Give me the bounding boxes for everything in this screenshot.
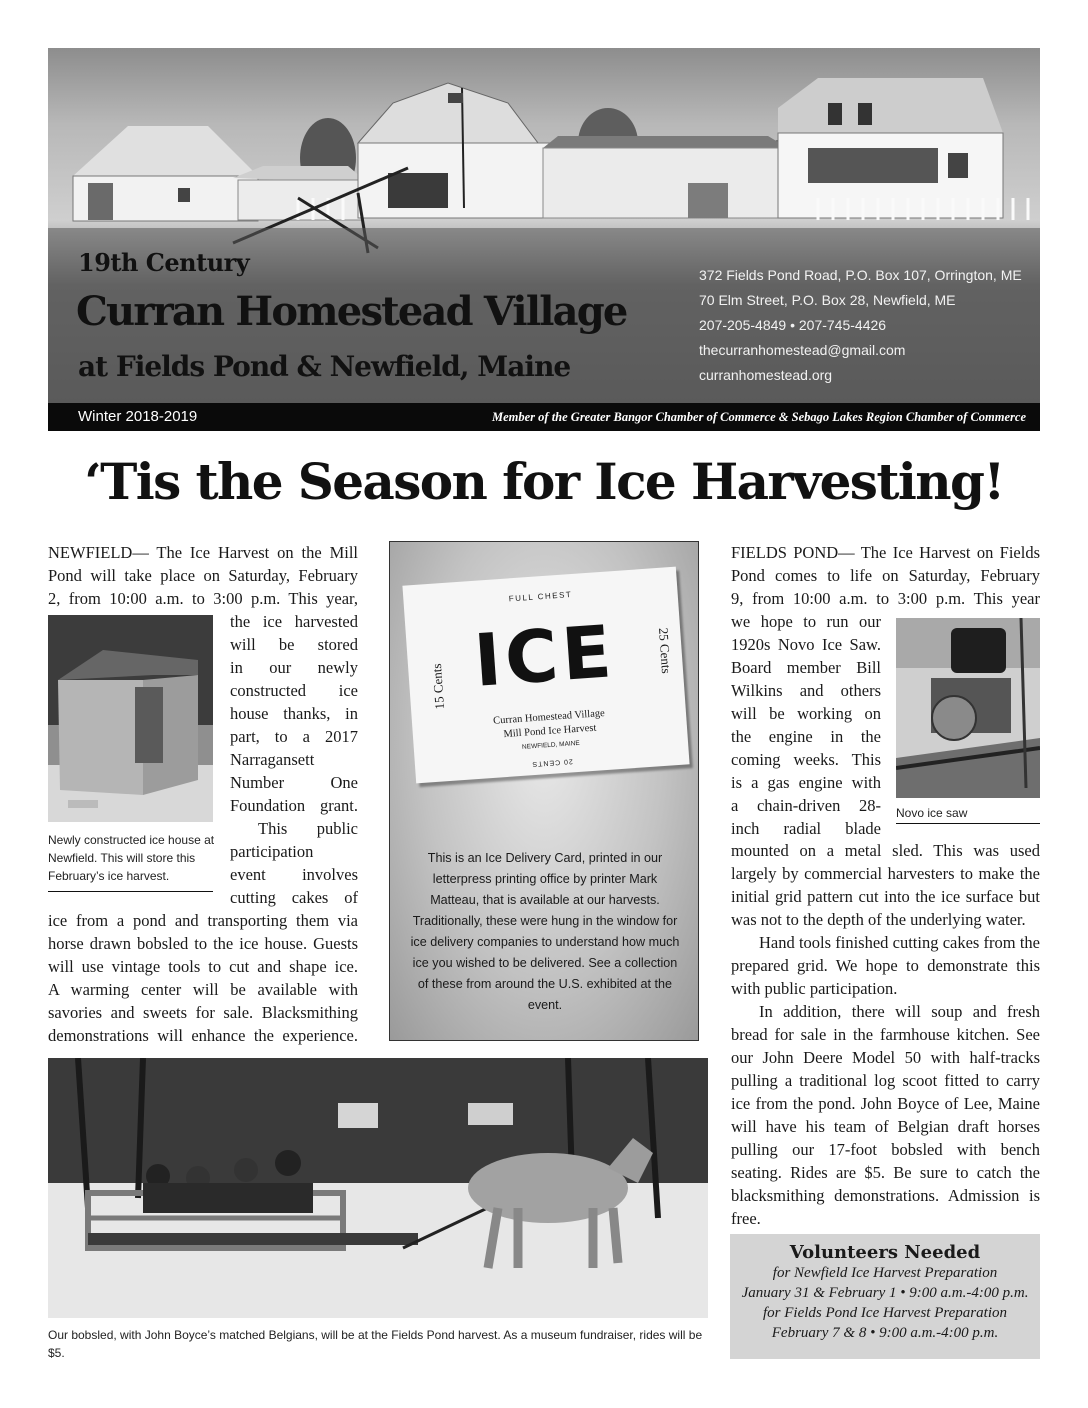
text-line: Narragansett [230,750,315,769]
text-line: Pond will take place on Saturday, February [48,566,358,585]
text-line: 2, from 10:00 a.m. to 3:00 p.m. This year, [48,589,358,608]
novo-saw-photo [896,618,1040,798]
text-line: horse drawn bobsled to the ice house. Guests [48,934,358,953]
masthead-photo [48,48,1040,431]
volunteer-line: February 7 & 8 • 9:00 a.m.-4:00 p.m. [771,1325,999,1341]
masthead-bar [48,403,1040,431]
text-line: Board member Bill [731,658,881,677]
right-narrow-text [731,610,881,840]
text-line: This public [258,819,358,838]
volunteer-line: for Newfield Ice Harvest Preparation [772,1265,998,1281]
caption-divider [896,823,1040,824]
left-intro [48,541,358,610]
text-line: constructed ice [230,681,358,700]
left-narrow-text [230,610,358,909]
masthead-title: Curran Homestead Village [76,288,627,335]
text-line: NEWFIELD— The Ice Harvest on the Mill [48,543,358,562]
bobsled-image [48,1058,708,1318]
text-line: FIELDS POND— The Ice Harvest on Fields [731,543,1040,562]
novo-saw-caption: Novo ice saw [896,806,968,820]
text-line: in our newly [230,658,358,677]
text-line: A warming center will be available with [48,980,358,999]
text-line: house thanks, in [230,704,358,723]
right-intro [731,541,1040,610]
paragraph: In addition, there will soup and fresh bread for sale in the farmhouse kitchen. See our John Deere Model 50 with half-tracks pulling a traditional log scoot fitted to carry ice from the pond. John Boyce of Lee, Maine will have his team of Belgian draft horses pulling our 17-foot bobsled with bench seating. Rides are $5. Be sure to catch the blacksmithing demonstrations. Admission is free. [731,1002,1040,1228]
text-line: will be working on [731,704,881,723]
text-line: a chain-driven 28- [731,796,881,815]
masthead-contact [699,263,1022,388]
ice-house-caption: Newly constructed ice house at Newfield. This will store this February’s ice harvest. [48,833,215,883]
card-15-cents: 15 Cents [428,663,448,710]
volunteer-line: January 31 & February 1 • 9:00 a.m.-4:00 p.m. [741,1285,1029,1301]
text-line: Number One [230,773,358,792]
text-line: event involves [230,865,358,884]
volunteers-heading: Volunteers Needed [789,1242,981,1263]
card-full-chest: FULL CHEST [508,589,573,604]
right-main-text [731,839,1040,1230]
bobsled-caption: Our bobsled, with John Boyce’s matched Belgians, will be at the Fields Pond harvest. As a museum fundraiser, rides will be $5. [48,1328,703,1360]
address-orrington: 372 Fields Pond Road, P.O. Box 107, Orrington, ME [699,267,1022,283]
masthead-century: 19th Century [78,248,250,277]
ice-house-photo [48,615,213,822]
chamber-membership: Member of the Greater Bangor Chamber of Commerce & Sebago Lakes Region Chamber of Commerce [491,410,1026,424]
text-line: the ice harvested [230,612,358,631]
ice-card-box [389,541,699,1041]
ice-delivery-card [402,567,689,784]
address-newfield: 70 Elm Street, P.O. Box 28, Newfield, ME [699,292,956,308]
volunteer-line: for Fields Pond Ice Harvest Preparation [763,1305,1007,1321]
text-line: ice from a pond and transporting them via [48,911,358,930]
card-20-cents: 20 CENTS [531,757,574,768]
email-link[interactable]: thecurranhomestead@gmail.com [699,342,906,358]
text-line: coming weeks. This [731,750,881,769]
ice-card-caption: This is an Ice Delivery Card, printed in our letterpress printing office by printer Mark Matteau, that is available at our harvests. Traditionally, these were hung in the window for ice delivery companies to understand how much ice you wished to be delivered. See a collection of these from around the U.S. exhibited at the event. [410,851,680,1012]
text-line: inch radial blade [731,819,881,838]
text-line: 1920s Novo Ice Saw. [731,635,881,654]
text-line: cutting cakes of [230,888,358,907]
volunteers-box [730,1234,1040,1359]
text-line: Foundation grant. [230,796,358,815]
masthead-location: at Fields Pond & Newfield, Maine [78,350,571,383]
text-line: will be stored [230,635,358,654]
issue-season: Winter 2018-2019 [78,408,198,425]
text-line: demonstrations will enhance the experience. [48,1026,358,1045]
card-25-cents: 25 Cents [656,627,675,675]
card-location: NEWFIELD, MAINE [521,739,580,751]
text-line: is a gas engine with [731,773,881,792]
text-line: we hope to run our [731,612,881,631]
text-line: the engine in the [731,727,881,746]
novo-saw-image [896,618,1040,798]
left-bottom-text [48,909,358,1047]
text-line: Wilkins and others [731,681,881,700]
text-line: will use vintage tools to cut and shape ice. [48,957,358,976]
page-headline: ‘Tis the Season for Ice Harvesting! [84,452,1004,511]
website-link[interactable]: curranhomestead.org [699,367,833,383]
caption-divider [48,891,213,892]
ice-house-image [48,615,213,822]
text-line: 9, from 10:00 a.m. to 3:00 p.m. This year [731,589,1040,608]
card-ice-word: ICE [471,609,618,703]
card-village-name: Curran Homestead Village [492,708,606,727]
phone-numbers: 207-205-4849 • 207-745-4426 [699,317,887,333]
text-line: Pond comes to life on Saturday, February [731,566,1040,585]
paragraph: Hand tools finished cutting cakes from the prepared grid. We hope to demonstrate this with public participation. [731,933,1040,998]
paragraph: mounted on a metal sled. This was used largely by commercial harvesters to make the initial grid pattern cut into the ice surface but was not to the depth of the underlying water. [731,841,1040,929]
text-line: participation [230,842,314,861]
bobsled-photo [48,1058,708,1318]
card-harvest-name: Mill Pond Ice Harvest [503,722,597,741]
text-line: savories and sweets for sale. Blacksmithing [48,1003,358,1022]
text-line: part, to a 2017 [230,727,358,746]
